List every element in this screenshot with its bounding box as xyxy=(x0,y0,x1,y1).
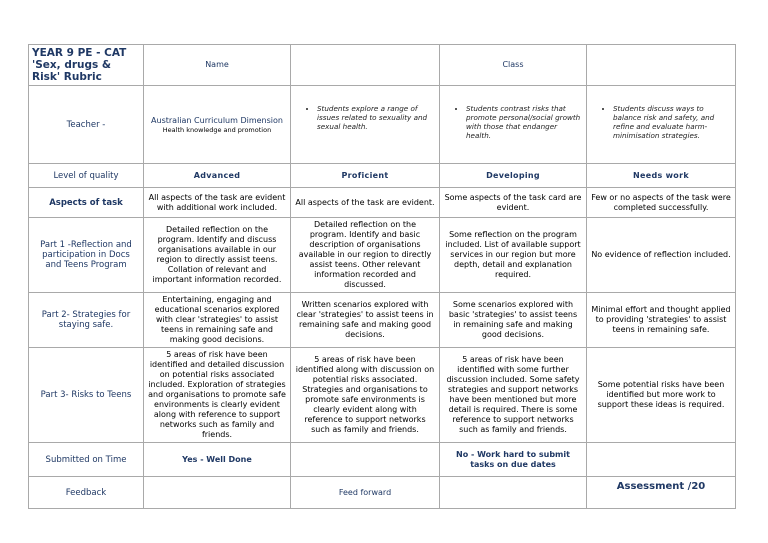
rubric-cell: No evidence of reflection included. xyxy=(587,218,736,293)
submitted-no: No - Work hard to submit tasks on due dates xyxy=(440,443,587,477)
table-row xyxy=(29,293,736,348)
level-advanced: Advanced xyxy=(144,164,291,188)
submitted-yes: Yes - Well Done xyxy=(144,443,291,477)
rubric-cell: All aspects of the task are evident with additional work included. xyxy=(144,188,291,218)
submitted-empty xyxy=(587,443,736,477)
footer-row xyxy=(29,477,736,509)
outcome-bullet: • Students explore a range of issues related to sexuality and sexual health. xyxy=(317,104,435,131)
class-field[interactable] xyxy=(587,45,736,86)
rubric-cell: Minimal effort and thought applied to providing 'strategies' to assist teens in remaining safe. xyxy=(587,293,736,348)
submitted-label: Submitted on Time xyxy=(29,443,144,477)
curriculum-subtitle: Health knowledge and promotion xyxy=(162,125,272,134)
level-proficient: Proficient xyxy=(291,164,440,188)
levels-label: Level of quality xyxy=(29,164,144,188)
curriculum-title: Australian Curriculum Dimension xyxy=(151,115,283,125)
rubric-cell: Some scenarios explored with basic 'strategies' to assist teens in remaining safe and making good decisions. xyxy=(440,293,587,348)
rubric-cell: Some potential risks have been identified but more work to support these ideas is required. xyxy=(587,348,736,443)
outcome-cell-1 xyxy=(291,86,440,164)
rubric-cell: Detailed reflection on the program. Identify and basic description of organisations available in our region to directly assist teens. Other relevant information recorded and discussed. xyxy=(291,218,440,293)
curriculum-cell xyxy=(144,86,291,164)
feedback-field[interactable] xyxy=(144,477,291,509)
levels-row xyxy=(29,164,736,188)
table-row xyxy=(29,348,736,443)
rubric-cell: 5 areas of risk have been identified with some further discussion included. Some safety strategies and support networks have been mentioned but more detail is required. There is some reference to support networks such as family and friends. xyxy=(440,348,587,443)
rubric-cell: Detailed reflection on the program. Identify and discuss organisations available in our region to directly assist teens. Collation of relevant and important information recorded. xyxy=(144,218,291,293)
rubric-cell: Some reflection on the program included. List of available support services in our region but more depth, detail and explanation required. xyxy=(440,218,587,293)
name-field[interactable] xyxy=(291,45,440,86)
submitted-row xyxy=(29,443,736,477)
outcome-cell-2 xyxy=(440,86,587,164)
row-label: Part 1 -Reflection and participation in Docs and Teens Program xyxy=(29,218,144,293)
teacher-row xyxy=(29,86,736,164)
rubric-title: YEAR 9 PE - CAT 'Sex, drugs & Risk' Rubric xyxy=(29,45,144,86)
rubric-table xyxy=(28,44,736,509)
row-label: Aspects of task xyxy=(29,188,144,218)
feedback-label: Feedback xyxy=(29,477,144,509)
header-row xyxy=(29,45,736,86)
outcome-cell-3 xyxy=(587,86,736,164)
teacher-label: Teacher - xyxy=(29,86,144,164)
submitted-empty xyxy=(291,443,440,477)
class-label: Class xyxy=(440,45,587,86)
outcome-bullet: • Students discuss ways to balance risk and safety, and refine and evaluate harm-minimisation strategies. xyxy=(613,104,731,140)
level-needs-work: Needs work xyxy=(587,164,736,188)
rubric-cell: 5 areas of risk have been identified and detailed discussion on potential risks associated included. Exploration of strategies and organisations to promote safe environments is clearly evident along with reference to support networks such as family and friends. xyxy=(144,348,291,443)
assessment-score: Assessment /20 xyxy=(587,477,736,509)
row-label: Part 2- Strategies for staying safe. xyxy=(29,293,144,348)
rubric-cell: Written scenarios explored with clear 'strategies' to assist teens in remaining safe and making good decisions. xyxy=(291,293,440,348)
table-row xyxy=(29,218,736,293)
rubric-cell: 5 areas of risk have been identified along with discussion on potential risks associated. Strategies and organisations to promote safe environments is clearly evident along with reference to support networks such as family and friends. xyxy=(291,348,440,443)
row-label: Part 3- Risks to Teens xyxy=(29,348,144,443)
rubric-cell: All aspects of the task are evident. xyxy=(291,188,440,218)
outcome-bullet: • Students contrast risks that promote personal/social growth with those that endanger health. xyxy=(466,104,582,140)
level-developing: Developing xyxy=(440,164,587,188)
rubric-cell: Few or no aspects of the task were completed successfully. xyxy=(587,188,736,218)
table-row xyxy=(29,188,736,218)
rubric-cell: Entertaining, engaging and educational scenarios explored with clear 'strategies' to assist teens in remaining safe and making good decisions. xyxy=(144,293,291,348)
name-label: Name xyxy=(144,45,291,86)
feedforward-field[interactable] xyxy=(440,477,587,509)
feedforward-label: Feed forward xyxy=(291,477,440,509)
rubric-cell: Some aspects of the task card are evident. xyxy=(440,188,587,218)
